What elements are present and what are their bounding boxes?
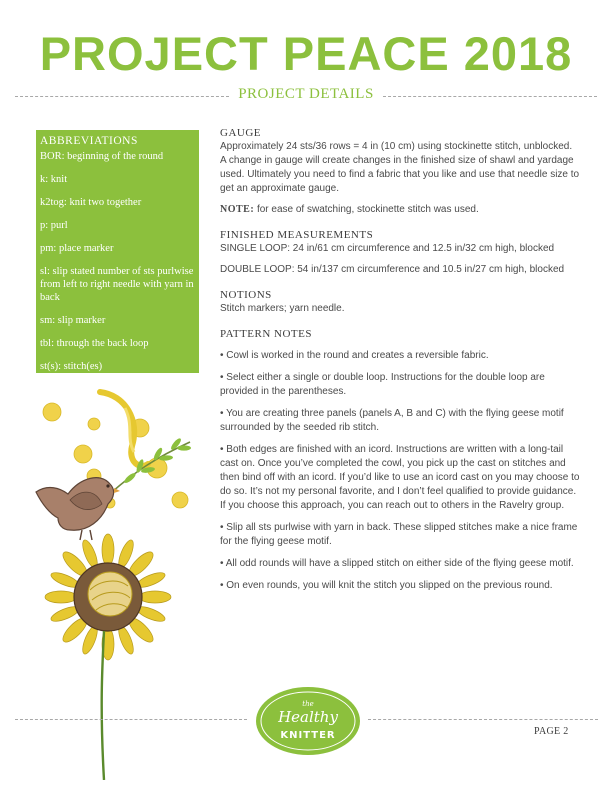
abbreviation-item: k2tog: knit two together [40,197,142,208]
page-number: PAGE 2 [534,726,569,737]
single-loop-measurement [220,242,580,256]
footer-divider-right [368,719,598,720]
header-divider-left [15,96,229,97]
note-label: NOTE: [220,204,255,215]
abbreviation-item: sl: slip stated number of sts purlwise from left to right needle with yarn in back [40,266,194,303]
pattern-note-item: • All odd rounds will have a slipped stitch on either side of the flying geese motif. [220,558,574,569]
abbreviation-item: BOR: beginning of the round [40,151,164,162]
abbreviations-box [36,130,199,373]
finished-measurements-heading: FINISHED MEASUREMENTS [220,229,374,241]
double-loop-label: DOUBLE LOOP: [220,264,295,275]
pattern-note-item: • Both edges are finished with an icord. Instructions are written with a long-tail cast on. Once you’ve completed the cowl, you pick up the cast on stitches and then bind off with an icord. If you’d like to use an icord cast on you may choose to do so. It’s not my personal favorite, and I don’t feel qualified to provide guidance. If you choose this approach, you can reach out to others in the Ravelry group. [220,444,580,511]
dove-sunflower-illustration [30,380,200,780]
abbreviation-item: pm: place marker [40,243,114,254]
project-details-column [220,127,580,593]
notions-text: Stitch markers; yarn needle. [220,303,345,314]
logo-word-knitter: KNITTER [280,730,336,741]
page-title: PROJECT PEACE 2018 [39,27,573,80]
pattern-note-item: • Cowl is worked in the round and creates a reversible fabric. [220,350,489,361]
dove-icon [36,478,120,540]
header-divider-right [383,96,597,97]
abbreviation-item: st(s): stitch(es) [40,361,103,372]
abbreviations-heading: ABBREVIATIONS [40,135,138,147]
gauge-text: Approximately 24 sts/36 rows = 4 in (10 cm) using stockinette stitch, unblocked. A change in gauge will create changes in the finished size of shawl and yardage used. Ultimately you need to find a fabric that you like and use that needle size to get an approximate gauge. [220,141,580,194]
abbreviation-item: tbl: through the back loop [40,338,149,349]
abbreviation-item: p: purl [40,220,68,231]
pattern-notes-heading: PATTERN NOTES [220,328,312,340]
abbreviation-item: sm: slip marker [40,315,106,326]
section-subtitle: PROJECT DETAILS [238,86,374,102]
gauge-note [220,203,580,217]
healthy-knitter-logo [254,686,362,756]
abbreviation-item: k: knit [40,174,68,185]
double-loop-text: 54 in/137 cm circumference and 10.5 in/27 cm high, blocked [294,264,565,275]
notions-heading: NOTIONS [220,289,272,301]
pattern-note-item: • You are creating three panels (panels A, B and C) with the flying geese motif surrounded by the seeded rib stitch. [220,408,564,433]
single-loop-label: SINGLE LOOP: [220,243,291,254]
single-loop-text: 24 in/61 cm circumference and 12.5 in/32 cm high, blocked [290,243,555,254]
pattern-note-item: • Slip all sts purlwise with yarn in back. These slipped stitches make a nice frame for the flying geese motif. [220,522,578,547]
gauge-heading: GAUGE [220,127,261,139]
note-text: for ease of swatching, stockinette stitch was used. [254,204,479,215]
pattern-note-item: • Select either a single or double loop. Instructions for the double loop are provided in the parentheses. [220,372,545,397]
pattern-note-item: • On even rounds, you will knit the stitch you slipped on the previous round. [220,580,553,591]
double-loop-measurement [220,263,580,277]
footer-divider-left [15,719,247,720]
stem-icon [102,631,104,780]
logo-word-the: the [302,700,314,708]
logo-word-healthy: Healthy [278,708,338,726]
